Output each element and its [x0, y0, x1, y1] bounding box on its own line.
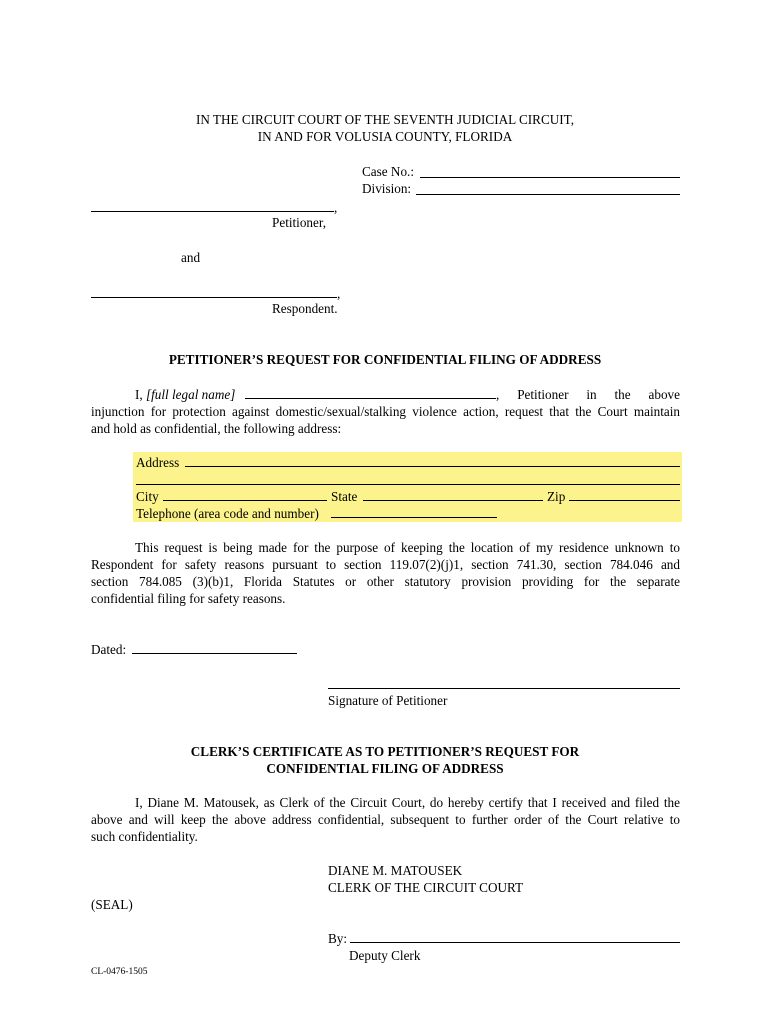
seal-label: (SEAL)	[91, 897, 133, 912]
address-label: Address	[136, 455, 180, 470]
division-label: Division:	[362, 181, 412, 196]
purpose-line3: section 784.085 (3)(b)1, Florida Statutes or other statutory provision providing for the separate	[91, 574, 680, 589]
respondent-comma: ,	[337, 286, 341, 301]
deputy-clerk-signature-line[interactable]	[350, 942, 680, 943]
case-no-label: Case No.:	[362, 164, 415, 179]
city-label: City	[136, 489, 159, 504]
petitioner-name-field[interactable]	[91, 211, 334, 212]
petitioner-comma: ,	[334, 200, 338, 215]
case-no-field[interactable]	[420, 177, 680, 178]
division-field[interactable]	[416, 194, 680, 195]
clerk-certificate-title-line2: CONFIDENTIAL FILING OF ADDRESS	[266, 761, 504, 776]
form-code: CL-0476-1505	[91, 967, 148, 977]
dated-label: Dated:	[91, 642, 127, 657]
full-legal-name-hint: [full legal name]	[146, 387, 236, 402]
intro-line1-rest: , Petitioner in the above	[496, 387, 680, 402]
purpose-line4: confidential filing for safety reasons.	[91, 591, 286, 606]
state-field[interactable]	[363, 500, 543, 501]
court-header-line2: IN AND FOR VOLUSIA COUNTY, FLORIDA	[257, 129, 513, 144]
full-legal-name-field[interactable]	[245, 398, 496, 399]
state-label: State	[331, 489, 358, 504]
clerk-text-line3: such confidentiality.	[91, 829, 198, 844]
by-label: By:	[328, 931, 348, 946]
form-title: PETITIONER’S REQUEST FOR CONFIDENTIAL FILING OF ADDRESS	[168, 352, 602, 367]
address-line1-field[interactable]	[185, 466, 680, 467]
petitioner-signature-line[interactable]	[328, 688, 680, 689]
city-field[interactable]	[163, 500, 327, 501]
clerk-certificate-title-line1: CLERK’S CERTIFICATE AS TO PETITIONER’S REQUEST FOR	[190, 744, 580, 759]
intro-prefix: I,	[135, 387, 143, 402]
deputy-clerk-label: Deputy Clerk	[349, 948, 421, 963]
intro-line3: and hold as confidential, the following address:	[91, 421, 342, 436]
purpose-line2: Respondent for safety reasons pursuant to section 119.07(2)(j)1, section 741.30, section 784.046 and	[91, 557, 680, 572]
and-label: and	[181, 250, 201, 265]
address-line2-field[interactable]	[136, 484, 680, 485]
signature-label: Signature of Petitioner	[328, 693, 448, 708]
respondent-label: Respondent.	[272, 301, 338, 316]
intro-line1	[135, 386, 235, 403]
clerk-text-line1: I, Diane M. Matousek, as Clerk of the Circuit Court, do hereby certify that I received and filed the	[135, 795, 680, 810]
clerk-name: DIANE M. MATOUSEK	[328, 863, 463, 878]
petitioner-label: Petitioner,	[272, 215, 327, 230]
telephone-field[interactable]	[331, 517, 497, 518]
clerk-text-line2: above and will keep the above address confidential, subsequent to further order of the Court relative to	[91, 812, 680, 827]
respondent-name-field[interactable]	[91, 297, 337, 298]
intro-line2: injunction for protection against domestic/sexual/stalking violence action, request that the Court maintain	[91, 404, 680, 419]
zip-field[interactable]	[569, 500, 680, 501]
dated-field[interactable]	[132, 653, 297, 654]
purpose-line1: This request is being made for the purpose of keeping the location of my residence unknown to	[135, 540, 680, 555]
clerk-title: CLERK OF THE CIRCUIT COURT	[328, 880, 524, 895]
telephone-label: Telephone (area code and number)	[136, 506, 319, 521]
court-header-line1: IN THE CIRCUIT COURT OF THE SEVENTH JUDICIAL CIRCUIT,	[195, 112, 575, 127]
zip-label: Zip	[547, 489, 566, 504]
